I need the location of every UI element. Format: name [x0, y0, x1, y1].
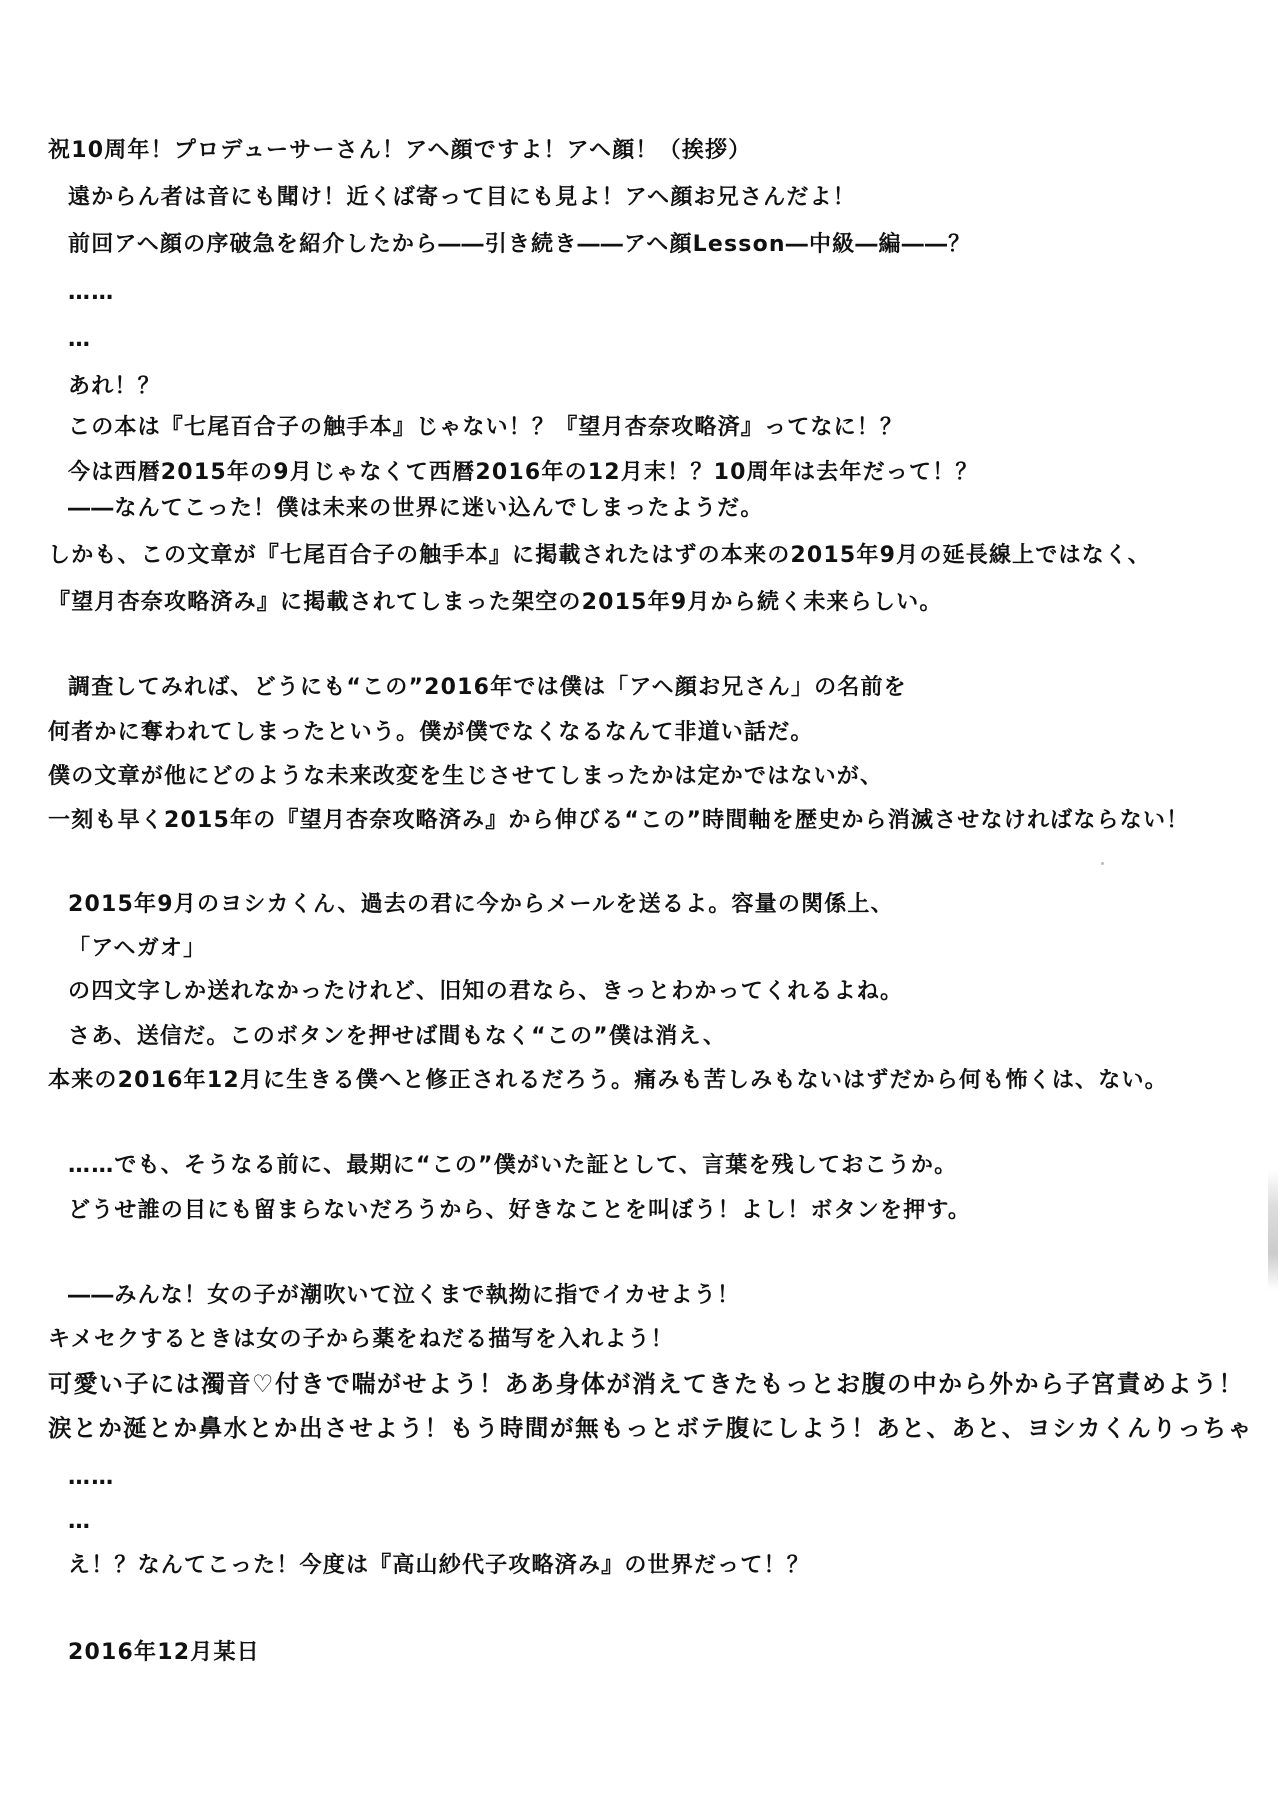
- text-line-13: 何者かに奪われてしまったという。僕が僕でなくなるなんて非道い話だ。: [48, 720, 814, 745]
- text-line-16: 2015年9月のヨシカくん、過去の君に今からメールを送るよ。容量の関係上、: [68, 892, 894, 917]
- text-line-4: ……: [68, 280, 115, 305]
- text-line-23: ――みんな！女の子が潮吹いて泣くまで執拗に指でイカせよう！: [68, 1283, 741, 1308]
- text-line-25: 可愛い子には濁音♡付きで喘がせよう！ああ身体が消えてきたもっとお腹の中から外から子宮責めよう！: [48, 1370, 1245, 1398]
- text-line-3: 前回アヘ顔の序破急を紹介したから――引き続き――アヘ顔Lesson―中級―編――？: [68, 232, 972, 257]
- text-line-24: キメセクするときは女の子から薬をねだる描写を入れよう！: [48, 1327, 674, 1352]
- text-line-26: 涙とか涎とか鼻水とか出させよう！もう時間が無もっとボテ腹にしよう！あと、あと、ヨシカくんりっちゃ: [48, 1414, 1253, 1442]
- text-line-27: ……: [68, 1465, 115, 1490]
- text-line-2: 遠からん者は音にも聞け！近くば寄って目にも見よ！アヘ顔お兄さんだよ！: [68, 185, 856, 210]
- text-line-28: …: [68, 1509, 92, 1534]
- text-line-17: 「アヘガオ」: [68, 936, 207, 961]
- date-line: 2016年12月某日: [68, 1640, 260, 1665]
- scan-edge-mark: [1268, 1170, 1278, 1290]
- text-line-8: 今は西暦2015年の9月じゃなくて西暦2016年の12月末！？10周年は去年だって！？: [68, 460, 979, 485]
- text-line-20: 本来の2016年12月に生きる僕へと修正されるだろう。痛みも苦しみもないはずだから何も怖くは、ない。: [48, 1068, 1168, 1093]
- text-line-15: 一刻も早く2015年の『望月杏奈攻略済み』から伸びる“この”時間軸を歴史から消滅させなければならない！: [48, 808, 1190, 833]
- scan-speck: [1101, 862, 1104, 865]
- text-line-9: ――なんてこった！僕は未来の世界に迷い込んでしまったようだ。: [68, 496, 764, 521]
- text-line-14: 僕の文章が他にどのような未来改変を生じさせてしまったかは定かではないが、: [48, 764, 884, 789]
- text-line-6: あれ！？: [68, 374, 161, 399]
- text-line-11: 『望月杏奈攻略済み』に掲載されてしまった架空の2015年9月から続く未来らしい。: [48, 590, 943, 615]
- text-line-19: さあ、送信だ。このボタンを押せば間もなく“この”僕は消え、: [68, 1024, 727, 1049]
- text-line-5: …: [68, 327, 92, 352]
- text-line-7: この本は『七尾百合子の触手本』じゃない！？『望月杏奈攻略済』ってなに！？: [68, 415, 904, 440]
- text-line-18: の四文字しか送れなかったけれど、旧知の君なら、きっとわかってくれるよね。: [68, 979, 904, 1004]
- text-line-29: え！？なんてこった！今度は『高山紗代子攻略済み』の世界だって！？: [68, 1553, 810, 1578]
- text-line-12: 調査してみれば、どうにも“この”2016年では僕は「アヘ顔お兄さん」の名前を: [68, 675, 907, 700]
- text-line-21: ……でも、そうなる前に、最期に“この”僕がいた証として、言葉を残しておこうか。: [68, 1153, 958, 1178]
- text-line-22: どうせ誰の目にも留まらないだろうから、好きなことを叫ぼう！よし！ボタンを押す。: [68, 1198, 972, 1223]
- text-line-10: しかも、この文章が『七尾百合子の触手本』に掲載されたはずの本来の2015年9月の延長線上ではなく、: [48, 543, 1151, 568]
- text-line-1: 祝10周年！プロデューサーさん！アヘ顔ですよ！アヘ顔！（挨拶）: [48, 138, 752, 163]
